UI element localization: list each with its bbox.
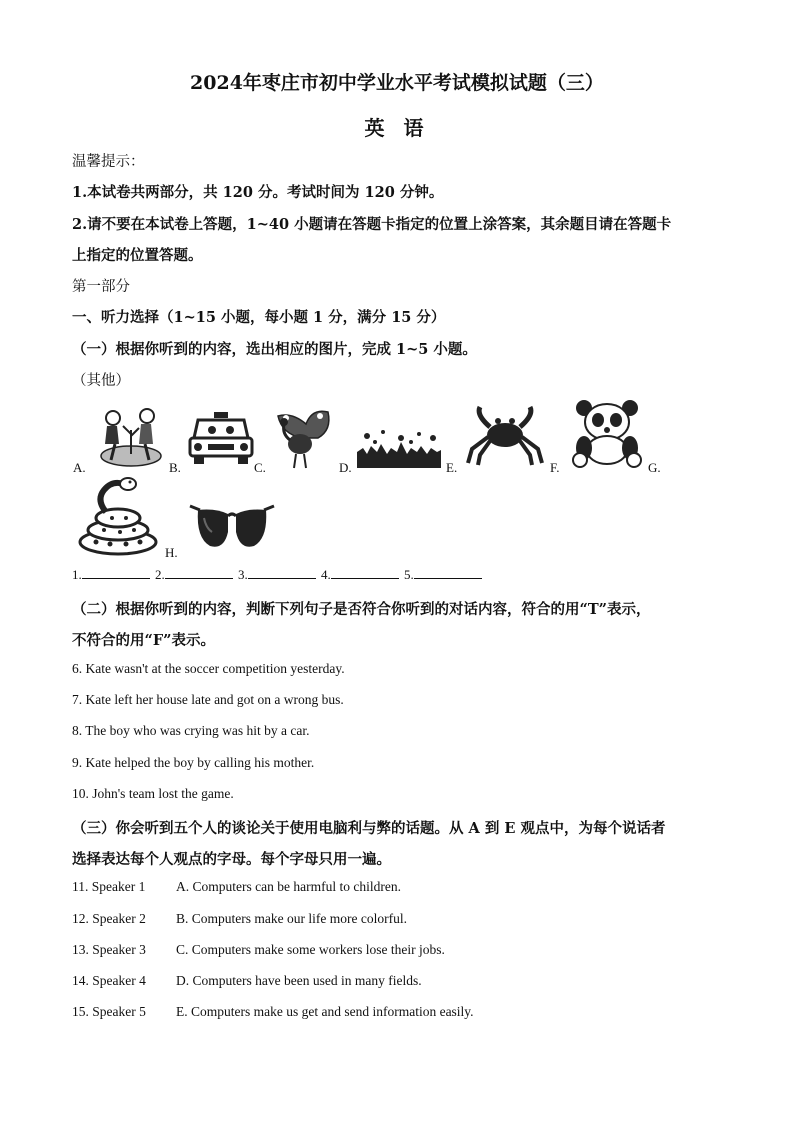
speaker-15: 15. Speaker 5 (72, 1004, 146, 1019)
picture-peacock (272, 404, 336, 470)
answer-blank-1[interactable] (82, 566, 150, 579)
tips-heading: 温馨提示： (72, 154, 145, 170)
answer-blank-5[interactable] (414, 566, 482, 579)
answer-blank-3[interactable] (248, 566, 316, 579)
blank-label-4: 4. (321, 567, 331, 582)
sub-3-heading-b: 选择表达每个人观点的字母。每个字母只用一遍。 (72, 851, 391, 868)
sub-3-heading-a: （三）你会听到五个人的谈论关于使用电脑利与弊的话题。从 A 到 E 观点中，为每个说话者 (72, 820, 666, 837)
picture-letter-c: C. (254, 460, 266, 475)
speaker-13: 13. Speaker 3 (72, 942, 146, 957)
tip-line-2a: 2.请不要在本试卷上答题，1~40 小题请在答题卡指定的位置上涂答案，其余题目请在答题卡 (72, 216, 672, 233)
sub-2-heading-b: 不符合的用“F”表示。 (72, 632, 215, 649)
picture-letter-d: D. (339, 460, 352, 475)
blank-label-2: 2. (155, 567, 165, 582)
picture-letter-g: G. (648, 460, 661, 475)
speaker-14: 14. Speaker 4 (72, 973, 146, 988)
picture-letter-b: B. (169, 460, 181, 475)
picture-sunglasses (186, 498, 278, 554)
answer-blank-4[interactable] (331, 566, 399, 579)
option-e: E. Computers make us get and send information easily. (176, 1004, 474, 1019)
question-7: 7. Kate left her house late and got on a wrong bus. (72, 692, 344, 707)
option-d: D. Computers have been used in many fields. (176, 973, 422, 988)
answer-blank-2[interactable] (165, 566, 233, 579)
picture-snake (76, 476, 160, 556)
sub-1-note: （其他） (72, 373, 130, 389)
picture-fireworks (357, 428, 441, 468)
blank-label-3: 3. (238, 567, 248, 582)
option-c: C. Computers make some workers lose their jobs. (176, 942, 445, 957)
picture-letter-e: E. (446, 460, 458, 475)
blank-label-1: 1. (72, 567, 82, 582)
exam-title: 2024年枣庄市初中学业水平考试模拟试题（三） (190, 72, 604, 94)
picture-children-planting (95, 404, 167, 468)
picture-letter-h: H. (165, 545, 178, 560)
picture-letter-a: A. (73, 460, 86, 475)
subject-title: 英 语 (364, 116, 430, 140)
question-9: 9. Kate helped the boy by calling his mother. (72, 755, 315, 770)
picture-crab (464, 405, 546, 467)
question-8: 8. The boy who was crying was hit by a car. (72, 723, 310, 738)
tip-line-1: 1.本试卷共两部分，共 120 分。考试时间为 120 分钟。 (72, 184, 444, 201)
part-heading: 第一部分 (72, 279, 130, 295)
sub-2-heading-a: （二）根据你听到的内容，判断下列句子是否符合你听到的对话内容，符合的用“T”表示， (72, 601, 651, 618)
picture-panda (566, 398, 650, 468)
section-1-heading: 一、听力选择（1~15 小题，每小题 1 分，满分 15 分） (72, 309, 446, 326)
option-b: B. Computers make our life more colorful. (176, 911, 407, 926)
picture-taxi (188, 410, 254, 468)
speaker-12: 12. Speaker 2 (72, 911, 146, 926)
speaker-11: 11. Speaker 1 (72, 879, 146, 894)
sub-1-heading: （一）根据你听到的内容，选出相应的图片，完成 1~5 小题。 (72, 341, 477, 358)
question-6: 6. Kate wasn't at the soccer competition yesterday. (72, 661, 345, 676)
answer-blanks (72, 566, 484, 583)
blank-label-5: 5. (404, 567, 414, 582)
picture-letter-f: F. (550, 460, 560, 475)
tip-line-2b: 上指定的位置答题。 (72, 247, 203, 264)
question-10: 10. John's team lost the game. (72, 786, 234, 801)
option-a: A. Computers can be harmful to children. (176, 879, 401, 894)
